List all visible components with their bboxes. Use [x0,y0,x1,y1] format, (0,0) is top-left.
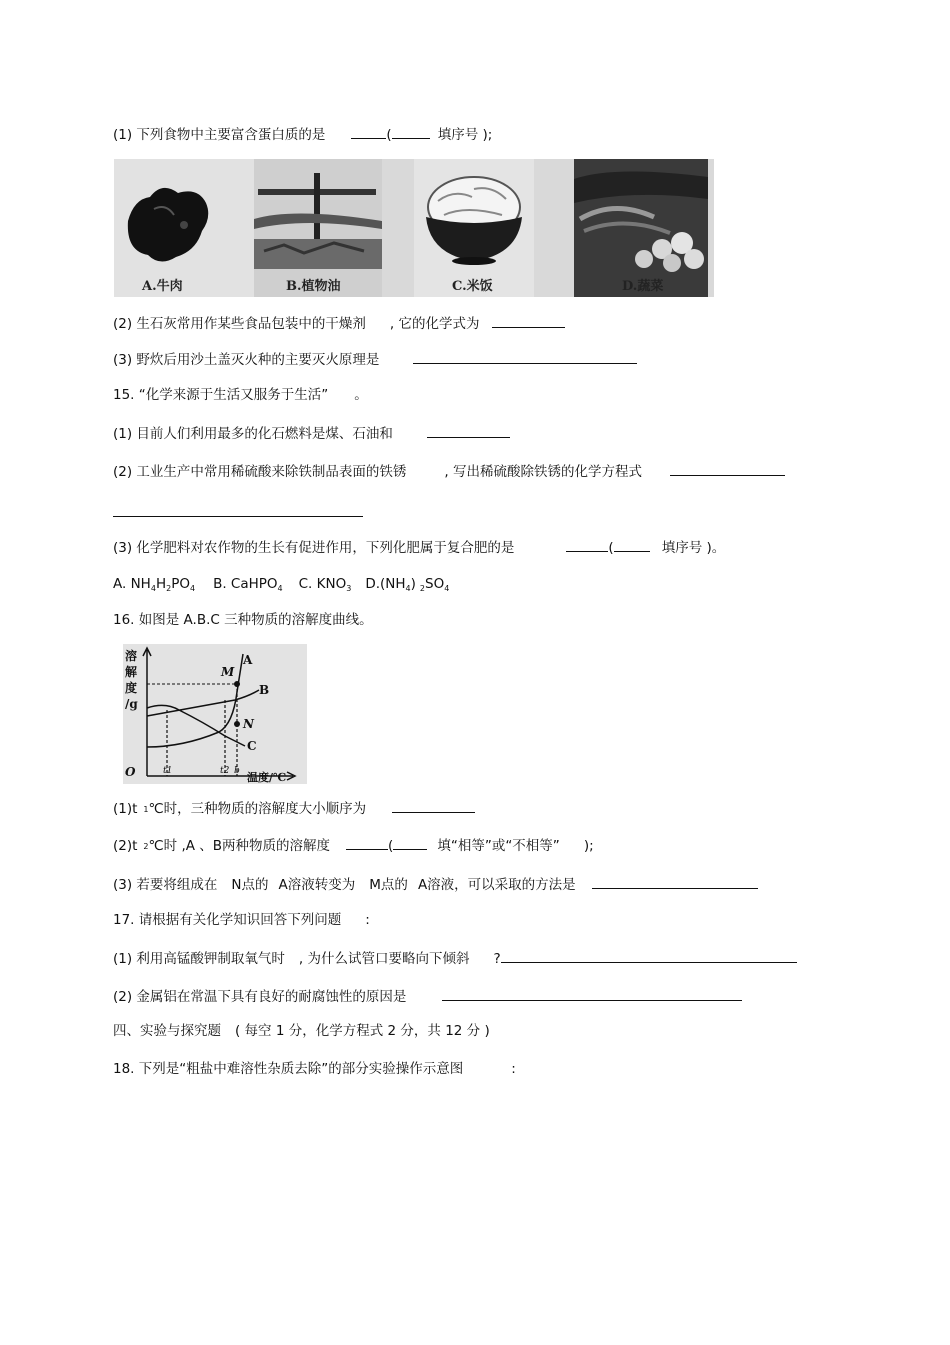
answer-blank[interactable] [113,516,363,517]
q15-2: (2) 工业生产中常用稀硫酸来除铁制品表面的铁锈 , 写出稀硫酸除铁锈的化学方程式 [113,461,785,481]
origin-label: O [125,765,136,779]
q16: 16. 如图是 A.B.C 三种物质的溶解度曲线。 [113,612,373,628]
food-vegetables-image: D.蔬菜 [574,159,708,297]
answer-blank[interactable] [351,124,386,139]
series-label-b: B [259,683,270,697]
q15-1: (1) 目前人们利用最多的化石燃料是煤、石油和 [113,423,510,443]
food-beef-image: A.牛肉 [114,159,254,297]
answer-blank[interactable] [392,798,475,813]
answer-blank[interactable] [670,461,785,476]
q15: 15. “化学来源于生活又服务于生活” 。 [113,387,368,403]
answer-blank[interactable] [492,313,565,328]
q14-3: (3) 野炊后用沙土盖灭火种的主要灭火原理是 [113,349,637,369]
y-axis-label-3: 度 [125,681,138,695]
y-axis-label-4: /g [125,697,138,711]
q16-2: (2)t 2℃时 ,A 、B两种物质的溶解度 ( 填“相等”或“不相等” ); [113,835,594,857]
y-axis-label-1: 溶 [125,649,138,663]
answer-blank[interactable] [392,124,430,139]
point-m [234,681,240,687]
q15-options: A. $NH_4H_2PO_4$ B. CaHPO$_4$ C. $KNO_3$ $D.(NH_4)$ $_2SO_4$ [113,576,450,593]
food-images [114,159,714,297]
answer-blank[interactable] [427,423,510,438]
point-n [234,721,240,727]
q14-1: (1) 下列食物中主要富含蛋白质的是 ( 填序号 ); [113,124,492,144]
tick-t2: t2 [220,766,230,776]
q16-3: (3) 若要将组成在 N点的 A溶液转变为 M点的 A溶液，可以采取的方法是 [113,874,758,894]
tick-b: b [234,766,240,776]
answer-blank[interactable] [501,948,797,963]
answer-blank[interactable] [442,986,742,1001]
section-4-heading: 四、实验与探究题 ( 每空 1 分，化学方程式 2 分，共 12 分 ) [113,1023,490,1039]
answer-blank[interactable] [614,537,650,552]
label-m: M [221,665,235,679]
series-label-c: C [247,739,257,753]
q17: 17. 请根据有关化学知识回答下列问题 : [113,912,370,928]
answer-blank[interactable] [592,874,758,889]
curve-b [147,690,259,716]
label-n: N [243,717,254,731]
q17-2: (2) 金属铝在常温下具有良好的耐腐蚀性的原因是 [113,986,742,1006]
series-label-a: A [243,653,253,667]
y-axis-label-2: 解 [125,665,138,679]
answer-blank[interactable] [346,835,388,850]
q14-2: (2) 生石灰常用作某些食品包装中的干燥剂 , 它的化学式为 [113,313,565,333]
answer-blank[interactable] [566,537,608,552]
x-axis-label: 温度/℃ [247,771,287,784]
food-rice-image: C.米饭 [414,159,534,297]
answer-blank[interactable] [413,349,637,364]
q16-1: (1)t 1℃时，三种物质的溶解度大小顺序为 [113,798,475,820]
solubility-chart [123,644,307,784]
food-oil-image: B.植物油 [254,159,382,297]
q18: 18. 下列是“粗盐中难溶性杂质去除”的部分实验操作示意图 : [113,1061,516,1077]
answer-blank[interactable] [393,835,427,850]
q17-1: (1) 利用高锰酸钾制取氧气时 , 为什么试管口要略向下倾斜 ? [113,948,797,968]
tick-t1: t1 [163,766,173,776]
q15-3: (3) 化学肥料对农作物的生长有促进作用，下列化肥属于复合肥的是 ( 填序号 )。 [113,537,725,557]
solubility-chart-svg [123,644,307,784]
